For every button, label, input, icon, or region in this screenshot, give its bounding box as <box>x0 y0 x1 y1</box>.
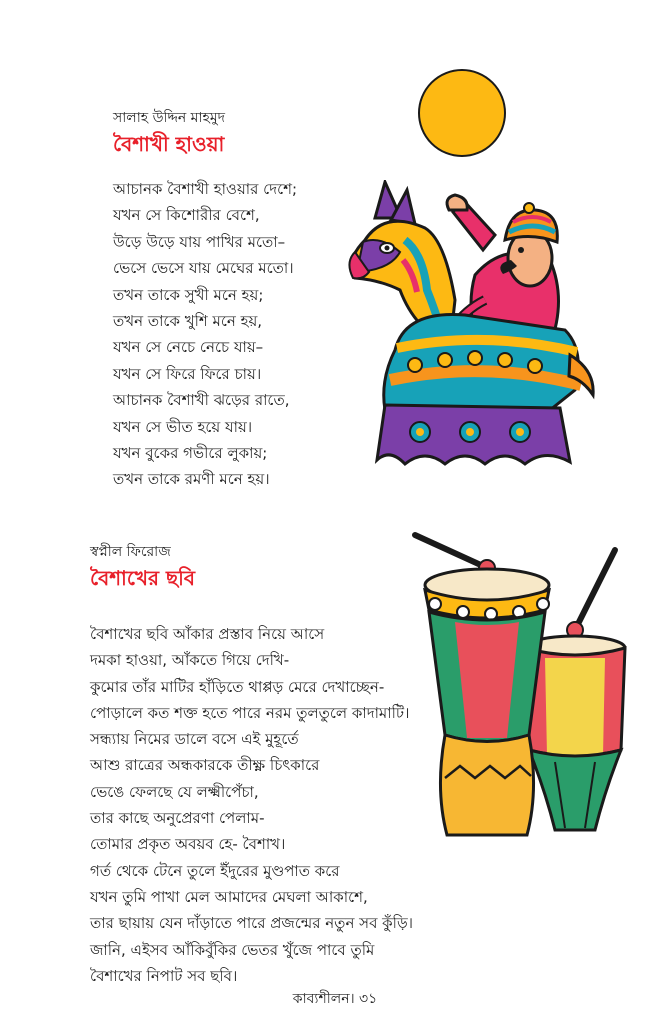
poem1-line: যখন সে নেচে নেচে যায়– <box>113 338 264 357</box>
poem2-line: পোড়ালে কত শক্ত হতে পারে নরম তুলতুলে কাদামাটি। <box>90 703 410 722</box>
poem2-line: সন্ধ্যায় নিমের ডালে বসে এই মুহূর্তে <box>90 730 299 749</box>
poem2-line: তোমার প্রকৃত অবয়ব হে- বৈশাখ। <box>90 835 286 854</box>
poem2-line: গর্ত থেকে টেনে তুলে ইঁদুরের মুণ্ডপাত করে <box>90 861 340 880</box>
poem1-body <box>113 176 297 493</box>
poem1-line: তখন তাকে রমণী মনে হয়। <box>113 470 270 489</box>
poem1-title: বৈশাখী হাওয়া <box>113 132 225 156</box>
poem2-line: তার কাছে অনুপ্রেরণা পেলাম- <box>90 809 265 828</box>
poem1-line: তখন তাকে সুখী মনে হয়; <box>113 285 264 304</box>
poem2-line: বৈশাখের ছবি আঁকার প্রস্তাব নিয়ে আসে <box>90 625 325 643</box>
poem2-line: ভেঙে ফেলছে যে লক্ষ্মীপেঁচা, <box>90 782 259 801</box>
horse-rider-illustration <box>345 180 600 470</box>
poem1-line: আচানক বৈশাখী হাওয়ার দেশে; <box>113 180 298 198</box>
poem1-line: তখন তাকে খুশি মনে হয়, <box>113 311 263 330</box>
page-footer: কাব্যশীলন। ৩১ <box>292 991 378 1007</box>
poem2-author: স্বপ্নীল ফিরোজ <box>90 544 171 560</box>
poem2-line: জানি, এইসব আঁকিবুঁকির ভেতর খুঁজে পাবে তুমি <box>90 940 375 959</box>
poem1-line: যখন সে ভীত হয়ে যায়। <box>113 417 253 436</box>
poem1-line: যখন বুকের গভীরে লুকায়; <box>113 443 268 462</box>
poem1-line: যখন সে কিশোরীর বেশে, <box>113 206 260 225</box>
poem2-line: তার ছায়ায় যেন দাঁড়াতে পারে প্রজন্মের নতুন সব কুঁড়ি। <box>90 914 414 933</box>
poem2-line: যখন তুমি পাখা মেল আমাদের মেঘলা আকাশে, <box>90 887 368 906</box>
poem1-line: আচানক বৈশাখী ঝড়ের রাতে, <box>113 391 290 410</box>
poem1-author: সালাহ উদ্দিন মাহমুদ <box>113 110 225 126</box>
poem1-line: যখন সে ফিরে ফিরে চায়। <box>113 364 262 383</box>
poem1-line: ভেসে ভেসে যায় মেঘের মতো। <box>113 259 294 278</box>
poem2-line: কুমোর তাঁর মাটির হাঁড়িতে থাপ্পড় মেরে দেখাচ্ছেন- <box>90 677 385 696</box>
poem2-line: আশু রাত্রের অন্ধকারকে তীক্ষ্ণ চিৎকারে <box>90 756 320 775</box>
poem2-line: বৈশাখের নিপাট সব ছবি। <box>90 966 238 985</box>
poem2-line: দমকা হাওয়া, আঁকতে গিয়ে দেখি- <box>90 651 290 670</box>
sun-icon <box>417 68 507 158</box>
poem2-body <box>90 621 413 989</box>
poem1-line: উড়ে উড়ে যায় পাখির মতো– <box>113 232 286 251</box>
poem2-title: বৈশাখের ছবি <box>90 566 195 590</box>
drums-illustration <box>405 530 640 850</box>
